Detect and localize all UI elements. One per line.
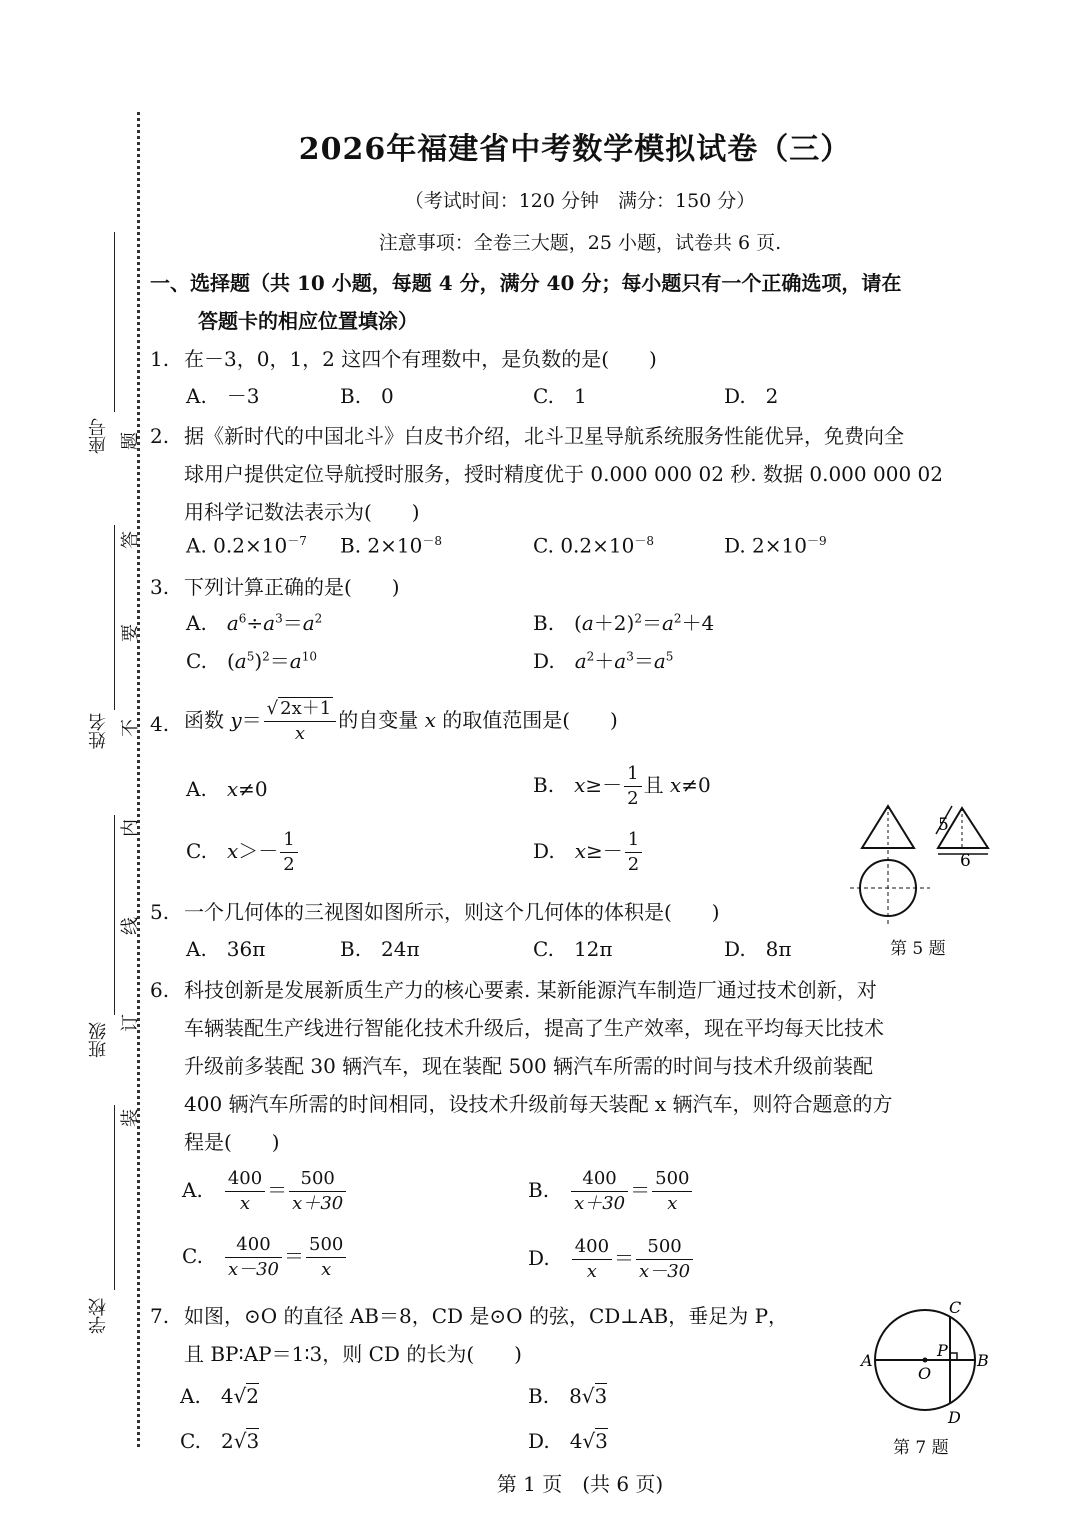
option-d: D. 4√3 — [528, 1429, 608, 1453]
page-footer: 第 1 页 (共 6 页) — [496, 1472, 664, 1496]
page-title: 2026年福建省中考数学模拟试卷（三） — [298, 132, 852, 167]
exam-info: （考试时间：120 分钟 满分：150 分） — [404, 190, 756, 212]
option-d — [724, 532, 827, 558]
option-exponent: －8 — [634, 534, 654, 548]
seal-char: 不 — [120, 719, 141, 737]
exam-notice: 注意事项：全卷三大题，25 小题，试卷共 6 页. — [378, 232, 782, 254]
question-number: 4. — [150, 712, 170, 736]
dimension-label: 5 — [938, 815, 949, 835]
option-b: B. 24π — [340, 937, 420, 961]
question-stem: 如图，⊙O 的直径 AB＝8，CD 是⊙O 的弦，CD⊥AB，垂足为 P， — [184, 1304, 789, 1328]
option-exponent: －8 — [422, 534, 442, 548]
section-heading-line: 一、选择题（共 10 小题，每题 4 分，满分 40 分；每小题只有一个正确选项，请在 — [150, 271, 902, 295]
seal-char: 答 — [120, 531, 141, 549]
option-exponent: －9 — [806, 534, 827, 548]
option-a: A. 36π — [186, 937, 266, 961]
option-d: D. $a^2+a^3=a^5$ — [533, 649, 674, 673]
option-value: 2×10 — [752, 533, 807, 558]
point-label: A — [861, 1351, 873, 1370]
section-heading-line: 答题卡的相应位置填涂） — [198, 309, 418, 333]
option-label: C. — [533, 533, 554, 558]
binding-dotted-line — [137, 112, 140, 1447]
option-c — [533, 532, 654, 558]
option-a: A. －3 — [186, 384, 260, 408]
option-b: B. 8√3 — [528, 1384, 608, 1408]
question-stem: 球用户提供定位导航授时服务，授时精度优于 0.000 000 02 秒. 数据 0.000 000 02 — [184, 462, 943, 486]
option-a: A. x≠0 — [186, 777, 268, 801]
question-stem: 程是( ) — [184, 1130, 280, 1154]
section-heading — [150, 264, 1010, 340]
school-blank-line — [114, 1105, 115, 1290]
seal-char: 内 — [120, 819, 141, 837]
option-a: A. 4√2 — [180, 1384, 260, 1408]
question-number: 3. — [150, 575, 170, 599]
option-value: 0.2×10 — [213, 533, 288, 558]
point-label: D — [948, 1408, 961, 1427]
question-stem: 函数 y＝ $\frac{√ 2x+1}{x}$ 的自变量 x 的取值范围是( ) — [184, 698, 618, 744]
option-d: D. 8π — [724, 937, 792, 961]
option-a: A. $a^6\div a^3=a^2$ — [186, 611, 323, 635]
question-stem: 在－3，0，1，2 这四个有理数中，是负数的是( ) — [184, 347, 657, 371]
class-label: 班级 — [88, 1022, 109, 1058]
seal-char: 装 — [120, 1109, 141, 1127]
question-number: 2. — [150, 424, 170, 448]
option-c: C. 1 — [533, 384, 587, 408]
option-d: D. x≥－ $\frac{1}{2}$ — [533, 823, 644, 879]
figure-caption: 第 7 题 — [893, 1438, 949, 1458]
option-c: C. $(a^5)^2=a^{10}$ — [186, 649, 318, 673]
option-label: B. — [340, 533, 362, 558]
point-label: O — [918, 1364, 932, 1383]
question-stem: 据《新时代的中国北斗》白皮书介绍，北斗卫星导航系统服务性能优异，免费向全 — [184, 424, 904, 448]
dimension-label: 6 — [960, 851, 971, 871]
name-blank-line — [114, 525, 115, 710]
question-stem: 下列计算正确的是( ) — [184, 575, 400, 599]
question-stem: 升级前多装配 30 辆汽车，现在装配 500 辆汽车所需的时间与技术升级前装配 — [184, 1054, 874, 1078]
seal-char: 要 — [120, 624, 141, 642]
question-stem: 一个几何体的三视图如图所示，则这个几何体的体积是( ) — [184, 900, 720, 924]
option-b: B. x≥－ $\frac{1}{2}$ 且 x≠0 — [533, 763, 711, 809]
function-fraction: $\frac{√ 2x+1}{x}$ — [264, 697, 337, 746]
question-stem: 400 辆汽车所需的时间相同，设技术升级前每天装配 x 辆汽车，则符合题意的方 — [184, 1092, 893, 1116]
point-label: P — [937, 1341, 948, 1360]
seal-char: 订 — [120, 1014, 141, 1032]
option-d: D. $\frac{400}{x}$ ＝ $\frac{500}{x-30}$ — [528, 1230, 695, 1286]
option-c: C. 12π — [533, 937, 613, 961]
option-label: A. — [186, 533, 207, 558]
question-stem: 用科学记数法表示为( ) — [184, 500, 420, 524]
option-a — [186, 532, 307, 558]
class-blank-line — [114, 815, 115, 1015]
question-number: 7. — [150, 1304, 170, 1328]
question-stem: 科技创新是发展新质生产力的核心要素. 某新能源汽车制造厂通过技术创新，对 — [184, 978, 877, 1002]
question-number: 1. — [150, 347, 170, 371]
option-value: 0.2×10 — [560, 533, 635, 558]
three-view-figure — [840, 800, 1010, 930]
point-label: B — [977, 1351, 989, 1370]
option-b: B. $\frac{400}{x+30}$ ＝ $\frac{500}{x}$ — [528, 1162, 694, 1218]
option-c: C. 2√3 — [180, 1429, 260, 1453]
option-exponent: －7 — [287, 534, 307, 548]
seat-label: 座号 — [88, 418, 109, 454]
seal-char: 题 — [120, 432, 141, 450]
school-label: 学校 — [88, 1298, 109, 1334]
option-value: 2×10 — [367, 533, 423, 558]
seat-blank-line — [114, 232, 115, 412]
option-label: D. — [724, 533, 746, 558]
name-label: 姓名 — [88, 713, 109, 749]
option-d: D. 2 — [724, 384, 779, 408]
option-b: B. 0 — [340, 384, 394, 408]
option-b — [340, 532, 442, 558]
question-stem: 车辆装配生产线进行智能化技术升级后，提高了生产效率，现在平均每天比技术 — [184, 1016, 884, 1040]
option-a: A. $\frac{400}{x}$ ＝ $\frac{500}{x+30}$ — [182, 1162, 348, 1218]
point-label: C — [949, 1298, 962, 1317]
option-c: C. $\frac{400}{x-30}$ ＝ $\frac{500}{x}$ — [182, 1228, 348, 1284]
question-number: 5. — [150, 900, 170, 924]
seal-char: 线 — [120, 917, 141, 935]
circle-figure — [855, 1295, 1005, 1435]
figure-caption: 第 5 题 — [890, 939, 946, 959]
option-b: B. $(a+2)^2=a^2+4$ — [533, 611, 715, 635]
question-stem: 且 BP∶AP＝1∶3，则 CD 的长为( ) — [184, 1342, 522, 1366]
question-number: 6. — [150, 978, 170, 1002]
option-c: C. x＞－ $\frac{1}{2}$ — [186, 823, 300, 879]
